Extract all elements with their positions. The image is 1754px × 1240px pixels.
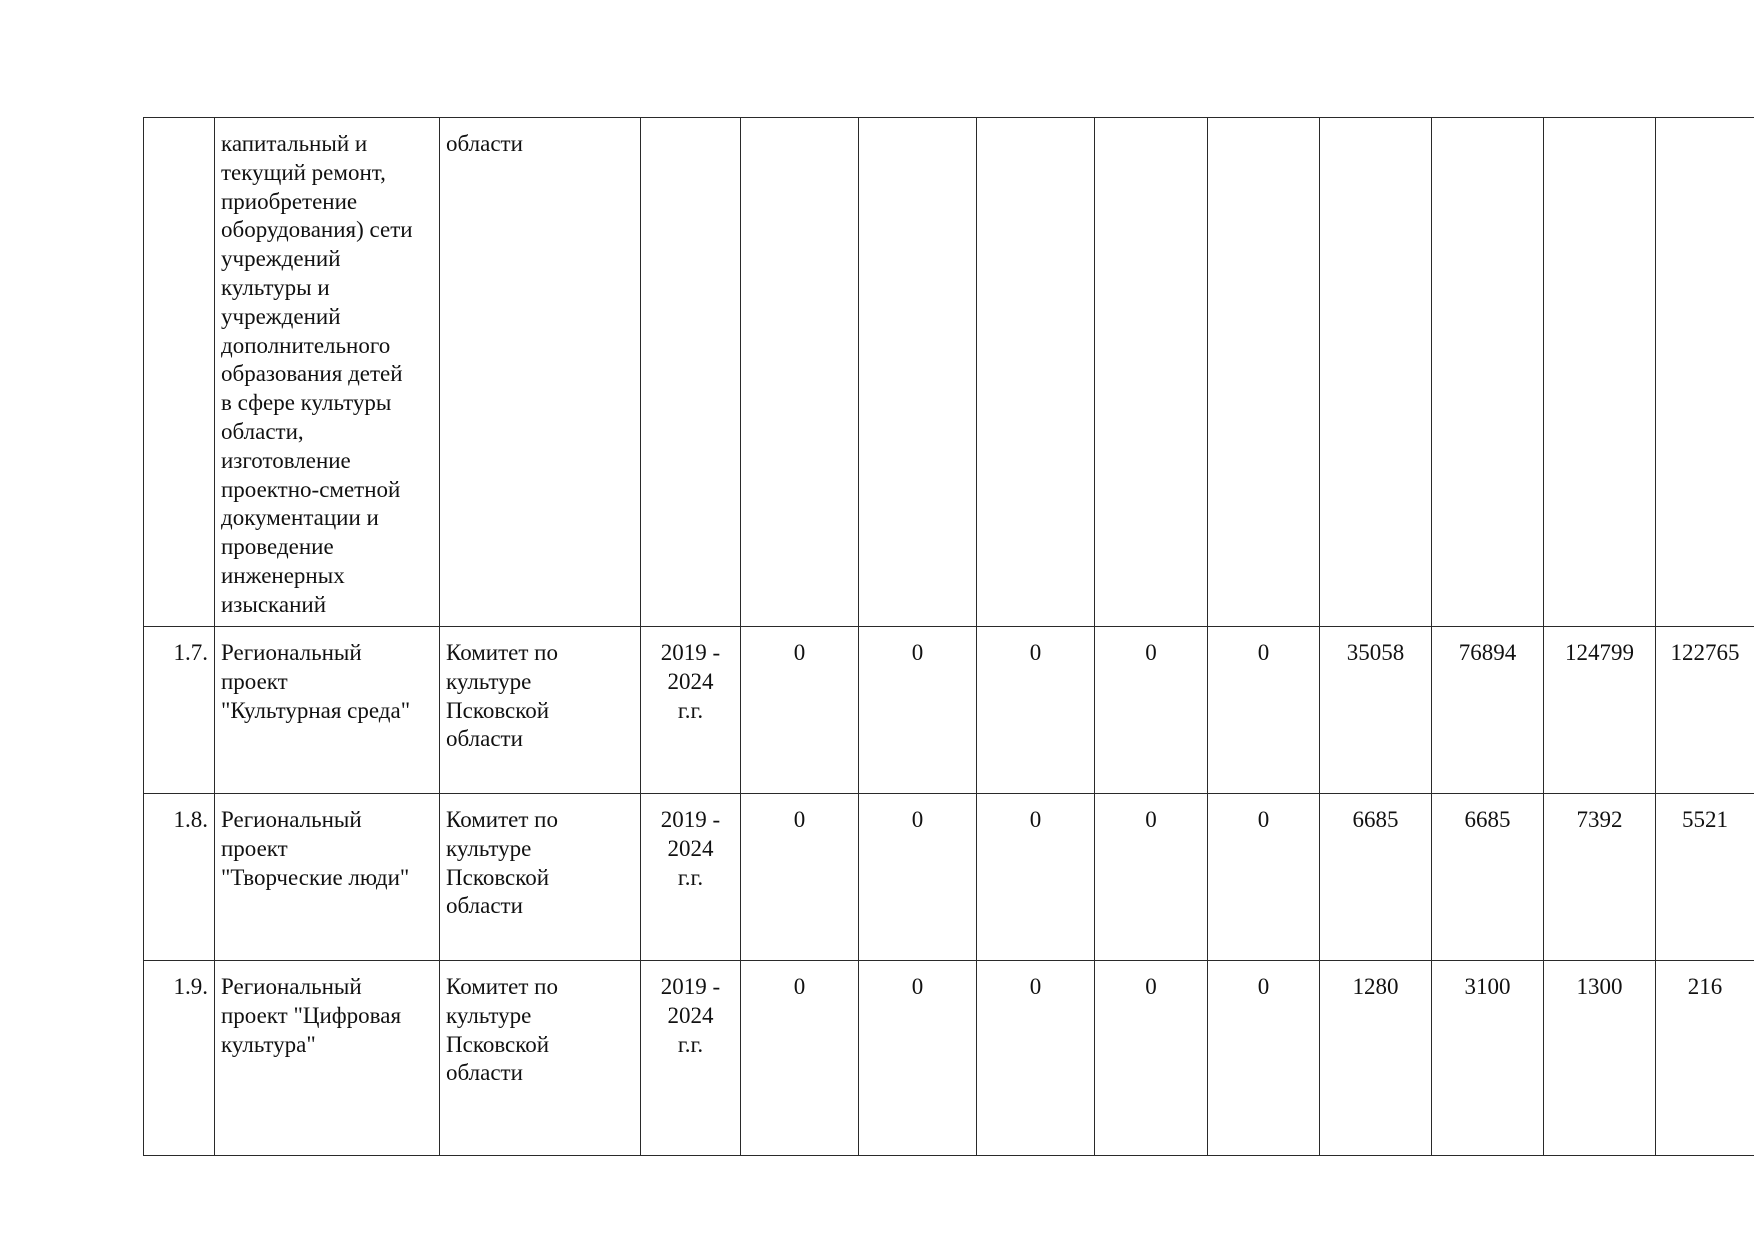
value-cell: [1656, 118, 1754, 627]
value-cell: 0: [859, 961, 977, 1156]
value-cell: 0: [741, 627, 859, 794]
value-cell: 0: [977, 961, 1095, 1156]
value-cell: [741, 118, 859, 627]
value-cell: 1300: [1544, 961, 1656, 1156]
row-number: 1.8.: [144, 794, 215, 961]
period: [641, 118, 741, 627]
value-cell: [977, 118, 1095, 627]
value-cell: 6685: [1432, 794, 1544, 961]
executor: Комитет по культуре Псковской области: [440, 794, 641, 961]
value-cell: 0: [1208, 627, 1320, 794]
executor: Комитет по культуре Псковской области: [440, 961, 641, 1156]
row-number: 1.7.: [144, 627, 215, 794]
table-row: [144, 118, 1754, 627]
table-row: [144, 794, 1754, 961]
value-cell: 0: [1095, 627, 1208, 794]
value-cell: 76894: [1432, 627, 1544, 794]
event-name: Региональный проект "Культурная среда": [215, 627, 440, 794]
value-cell: 0: [1208, 961, 1320, 1156]
value-cell: 0: [1095, 961, 1208, 1156]
value-cell: [1432, 118, 1544, 627]
executor: Комитет по культуре Псковской области: [440, 627, 641, 794]
value-cell: 122765: [1656, 627, 1754, 794]
value-cell: [1544, 118, 1656, 627]
value-cell: 0: [977, 794, 1095, 961]
value-cell: 124799: [1544, 627, 1656, 794]
value-cell: 0: [741, 961, 859, 1156]
value-cell: 6685: [1320, 794, 1432, 961]
value-cell: 1280: [1320, 961, 1432, 1156]
table-row: [144, 627, 1754, 794]
value-cell: 0: [741, 794, 859, 961]
value-cell: 3100: [1432, 961, 1544, 1156]
program-table: [143, 117, 1754, 1156]
period: 2019 - 2024 г.г.: [641, 794, 741, 961]
value-cell: [1320, 118, 1432, 627]
value-cell: [1095, 118, 1208, 627]
period: 2019 - 2024 г.г.: [641, 627, 741, 794]
row-number: [144, 118, 215, 627]
value-cell: 35058: [1320, 627, 1432, 794]
value-cell: [1208, 118, 1320, 627]
value-cell: 216: [1656, 961, 1754, 1156]
value-cell: 0: [977, 627, 1095, 794]
value-cell: 0: [859, 794, 977, 961]
value-cell: 5521: [1656, 794, 1754, 961]
value-cell: 7392: [1544, 794, 1656, 961]
table-row: [144, 961, 1754, 1156]
event-name: капитальный и текущий ремонт, приобретение оборудования) сети учреждений культуры и учреждений дополнительного образования детей в сфере культуры области, изготовление проектно-сметной документации и проведение инженерных изысканий: [215, 118, 440, 627]
row-number: 1.9.: [144, 961, 215, 1156]
value-cell: 0: [859, 627, 977, 794]
event-name: Региональный проект "Творческие люди": [215, 794, 440, 961]
value-cell: 0: [1095, 794, 1208, 961]
event-name: Региональный проект "Цифровая культура": [215, 961, 440, 1156]
value-cell: [859, 118, 977, 627]
value-cell: 0: [1208, 794, 1320, 961]
executor: области: [440, 118, 641, 627]
period: 2019 - 2024 г.г.: [641, 961, 741, 1156]
